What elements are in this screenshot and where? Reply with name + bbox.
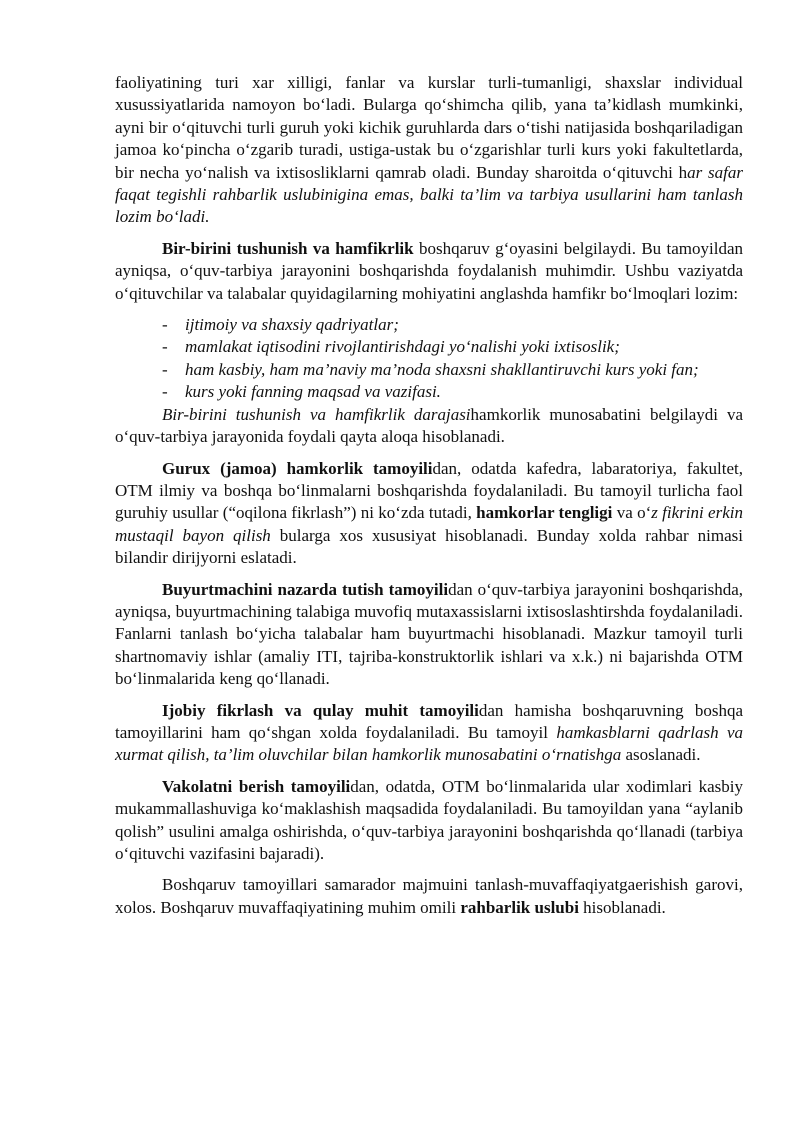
principle-term: Gurux (jamoa) hamkorlik tamoyili bbox=[162, 458, 433, 478]
paragraph-positive-thinking bbox=[115, 700, 743, 767]
paragraph-intro bbox=[115, 72, 743, 229]
key-term: rahbarlik uslubi bbox=[460, 897, 579, 917]
paragraph-text: asoslanadi. bbox=[621, 745, 701, 765]
list-item: - kurs yoki fanning maqsad va vazifasi. bbox=[115, 381, 743, 403]
paragraph-text: Boshqaruv tamoyillari samarador majmuini tanlash-muvaffaqiyatgaerishish garovi, xolos. Boshqaruv muvaffaqiyatining muhim omili bbox=[115, 875, 743, 917]
paragraph-text: va o‘ bbox=[612, 503, 652, 523]
paragraph-emphasis: z fikrini erkin mustaqil bayon qilish bbox=[115, 503, 743, 545]
paragraph-text: faoliyatining turi xar xilligi, fanlar va kurslar turli-tumanligi, shaxslar individual xusussiyatlarida namoyon bo‘ladi. Bularga qo‘shimcha qilib, yana ta’kidlash mumkinki, ayni bir o‘qituvchi turli guruh yoki kichik guruhlarda dars o‘tishi natijasida boshqariladigan jamoa ko‘pincha o‘zgarib turadi, ustiga-ustak bu o‘zgarishlar turli kurs yoki fakultetlarda, bir necha yo‘nalish va ixtisosliklarni qamrab oladi. Bunday sharoitda o‘qituvchi h bbox=[115, 73, 743, 182]
paragraph-text: hamkorlik munosabatini belgilaydi va o‘quv-tarbiya jarayonida foydali qayta aloqa hisoblanadi. bbox=[115, 404, 743, 447]
paragraph-emphasis: ar safar faqat tegishli rahbarlik uslubinigina emas, balki ta’lim va tarbiya usullarini ham tanlash lozim bo‘ladi. bbox=[115, 162, 743, 227]
list-item: - ham kasbiy, ham ma’naviy ma’noda shaxsni shakllantiruvchi kurs yoki fan; bbox=[115, 359, 743, 381]
paragraph-text: dan hamisha boshqaruvning boshqa tamoyillarini ham qo‘shgan xolda foydalaniladi. Bu tamoyil bbox=[115, 700, 743, 742]
values-list bbox=[115, 314, 743, 404]
principle-term: Ijobiy fikrlash va qulay muhit tamoyili bbox=[162, 700, 479, 720]
paragraph-conclusion bbox=[115, 874, 743, 919]
paragraph-text: bularga xos xususiyat hisoblanadi. Bunday xolda rahbar nimasi bilandir dirijyorni eslatadi. bbox=[115, 525, 743, 568]
paragraph-emphasis: Bir-birini tushunish va hamfikrlik darajasi bbox=[162, 404, 471, 424]
paragraph-understanding-level bbox=[115, 404, 743, 449]
paragraph-customer-orientation bbox=[115, 579, 743, 691]
principle-term: Buyurtmachini nazarda tutish tamoyili bbox=[162, 579, 449, 599]
list-item: - mamlakat iqtisodini rivojlantirishdagi yo‘nalishi yoki ixtisoslik; bbox=[115, 336, 743, 358]
list-item: - ijtimoiy va shaxsiy qadriyatlar; bbox=[115, 314, 743, 336]
key-term: hamkorlar tengligi bbox=[476, 503, 613, 523]
principle-term: Bir-birini tushunish va hamfikrlik bbox=[162, 238, 414, 258]
paragraph-group-cooperation bbox=[115, 458, 743, 570]
paragraph-delegation bbox=[115, 776, 743, 866]
principle-term: Vakolatni berish tamoyili bbox=[162, 776, 351, 796]
paragraph-emphasis: hamkasblarni qadrlash va xurmat qilish, ta’lim oluvchilar bilan hamkorlik munosabatini o‘rnatishga bbox=[115, 722, 744, 765]
paragraph-text: dan o‘quv-tarbiya jarayonini boshqarishda, ayniqsa, buyurtmachining talabiga muvofiq mutaxassislarni ixtisoslashtirshda foydalaniladi. Fanlarni tanlash bo‘yicha talabalar ham buyurtmachi hisoblanadi. Mazkur tamoyil turli shartnomaviy ishlar (amaliy ITI, tajriba-konstruktorlik ishlari va x.k.) ni bajarishda OTM bo‘linmalarida keng qo‘llanadi. bbox=[115, 579, 743, 689]
document-page bbox=[115, 72, 743, 919]
paragraph-text: boshqaruv g‘oyasini belgilaydi. Bu tamoyildan ayniqsa, o‘quv-tarbiya jarayonini boshqarishda foydalanish muhimdir. Ushbu vaziyatda o‘qituvchilar va talabalar quyidagilarning mohiyatini anglashda hamfikr bo‘lmoqlari lozim: bbox=[115, 238, 743, 303]
paragraph-mutual-understanding bbox=[115, 238, 743, 305]
paragraph-text: dan, odatda kafedra, labaratoriya, fakultet, OTM ilmiy va boshqa bo‘linmalarni boshqarishda foydalaniladi. Bu tamoyil turlicha faol guruhiy usullar (“oqilona fikrlash”) ni ko‘zda tutadi, bbox=[115, 458, 743, 523]
paragraph-text: dan, odatda, OTM bo‘linmalarida ular xodimlari kasbiy mukammallashuviga ko‘maklashish maqsadida foydalaniladi. Bu tamoyildan yana “aylanib qolish” usulini amalga oshirishda, o‘quv-tarbiya jarayonini boshqarishda qo‘llanadi (tarbiya o‘qituvchi vazifasini bajaradi). bbox=[115, 776, 743, 863]
paragraph-text: hisoblanadi. bbox=[578, 897, 666, 917]
